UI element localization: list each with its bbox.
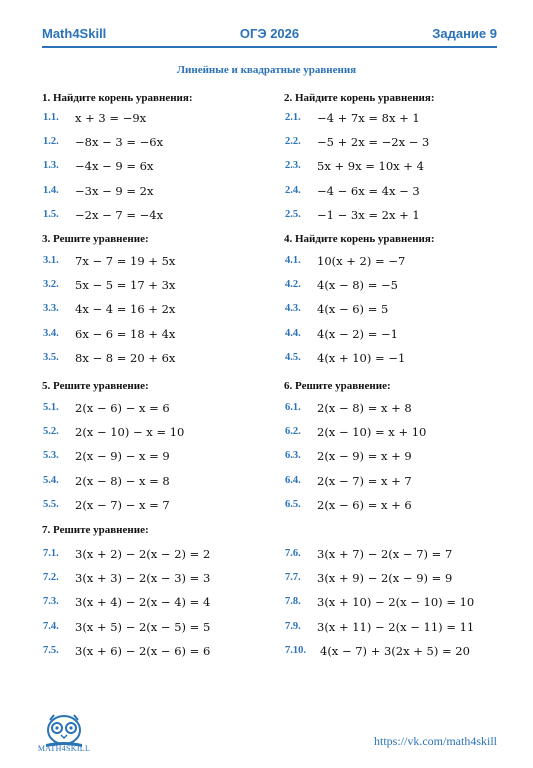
problem-item [42, 449, 282, 463]
equation: 6x − 6 = 18 + 4x [75, 326, 176, 341]
problem-item [284, 595, 524, 609]
equation: 3(x + 3) − 2(x − 3) = 3 [75, 571, 211, 586]
equation: −5 + 2x = −2x − 3 [317, 135, 430, 150]
equation: 3(x + 9) − 2(x − 9) = 9 [317, 571, 453, 586]
problem-item [284, 449, 524, 463]
equation: 10(x + 2) = −7 [317, 254, 406, 268]
problem-number: 2.5. [285, 208, 301, 220]
section-title: 2. Найдите корень уравнения: [284, 92, 435, 104]
exercise-section [42, 379, 282, 522]
problem-number: 4.1. [285, 255, 301, 266]
problem-number: 2.1. [285, 112, 301, 123]
problem-item [42, 595, 282, 609]
problem-item [284, 547, 524, 561]
equation: 2(x − 10) = x + 10 [317, 425, 427, 440]
problem-item [42, 302, 282, 316]
exercise-section [42, 523, 282, 668]
problem-number: 4.2. [285, 279, 301, 291]
page-subtitle: Линейные и квадратные уравнения [176, 64, 357, 76]
problem-item [284, 111, 524, 125]
header-divider [42, 46, 497, 48]
problem-number: 5.1. [43, 402, 59, 413]
problem-number: 7.1. [43, 548, 59, 559]
problem-number: 6.1. [285, 402, 301, 413]
equation: 2(x − 10) − x = 10 [75, 425, 185, 440]
equation: 7x − 7 = 19 + 5x [75, 254, 176, 268]
problem-item [284, 425, 524, 439]
equation: −3x − 9 = 2x [75, 183, 154, 198]
problem-item [42, 327, 282, 341]
problem-number: 7.10. [285, 644, 306, 656]
problem-number: 1.4. [43, 184, 59, 196]
equation: −1 − 3x = 2x + 1 [317, 207, 420, 222]
problem-number: 7.3. [43, 596, 59, 608]
section-title [284, 523, 524, 537]
exercise-section [284, 232, 524, 375]
problem-number: 3.5. [43, 351, 59, 363]
exercise-section [42, 232, 282, 375]
problem-item [42, 254, 282, 268]
equation: 4(x + 10) = −1 [317, 350, 406, 365]
problem-number: 4.3. [285, 303, 301, 315]
problem-number: 6.3. [285, 450, 301, 462]
equation: −4x − 9 = 6x [75, 159, 154, 174]
problem-item [284, 351, 524, 365]
problem-item [42, 401, 282, 415]
problem-number: 6.5. [285, 498, 301, 510]
equation: 2(x − 8) = x + 8 [317, 401, 412, 415]
problem-item [42, 159, 282, 173]
problem-number: 5.3. [43, 450, 59, 462]
problem-item [284, 474, 524, 488]
problem-item [42, 498, 282, 512]
problem-number: 3.2. [43, 279, 59, 291]
equation: 3(x + 10) − 2(x − 10) = 10 [317, 595, 475, 610]
equation: 2(x − 8) − x = 8 [75, 473, 170, 488]
problem-number: 5.2. [43, 426, 59, 438]
problem-item [284, 135, 524, 149]
equation: 8x − 8 = 20 + 6x [75, 350, 176, 365]
problem-item [42, 278, 282, 292]
task-label: Задание 9 [432, 26, 497, 41]
equation: 5x − 5 = 17 + 3x [75, 278, 176, 293]
section-title: 6. Решите уравнение: [284, 380, 391, 392]
problem-item [42, 208, 282, 222]
equation: −4 + 7x = 8x + 1 [317, 111, 420, 125]
problem-item [284, 401, 524, 415]
problem-item [284, 644, 524, 658]
problem-number: 6.2. [285, 426, 301, 438]
equation: 4(x − 8) = −5 [317, 278, 398, 293]
section-title: 7. Решите уравнение: [42, 524, 149, 536]
problem-item [42, 425, 282, 439]
problem-item [42, 111, 282, 125]
equation: −8x − 3 = −6x [75, 135, 164, 150]
page-header [42, 26, 497, 46]
vk-link[interactable]: https://vk.com/math4skill [374, 734, 497, 748]
problem-number: 3.4. [43, 327, 59, 339]
problem-item [42, 135, 282, 149]
problem-number: 6.4. [285, 474, 301, 486]
section-title: 3. Решите уравнение: [42, 233, 149, 245]
problem-number: 2.3. [285, 160, 301, 172]
brand-name: Math4Skill [42, 26, 107, 41]
problem-number: 7.4. [43, 620, 59, 632]
problem-item [42, 620, 282, 634]
problem-number: 7.6. [285, 548, 301, 559]
section-title: 4. Найдите корень уравнения: [284, 233, 435, 245]
problem-number: 4.5. [285, 351, 301, 363]
problem-number: 7.7. [285, 572, 301, 584]
problem-item [42, 571, 282, 585]
equation: 5x + 9x = 10x + 4 [317, 159, 424, 174]
problem-number: 4.4. [285, 327, 301, 339]
problem-item [284, 254, 524, 268]
problem-item [284, 278, 524, 292]
exercise-section [42, 91, 282, 232]
equation: 3(x + 5) − 2(x − 5) = 5 [75, 619, 211, 634]
problem-number: 1.1. [43, 112, 59, 123]
problem-number: 1.3. [43, 160, 59, 172]
problem-number: 5.5. [43, 498, 59, 510]
equation: 4x − 4 = 16 + 2x [75, 302, 176, 317]
problem-number: 7.2. [43, 572, 59, 584]
equation: 4(x − 7) + 3(2x + 5) = 20 [320, 643, 470, 658]
problem-item [42, 547, 282, 561]
equation: 2(x − 7) = x + 7 [317, 473, 412, 488]
problem-item [284, 159, 524, 173]
problem-number: 2.4. [285, 184, 301, 196]
problem-number: 2.2. [285, 136, 301, 148]
exercise-section [284, 379, 524, 522]
exercise-section [284, 91, 524, 232]
equation: x + 3 = −9x [75, 111, 147, 125]
equation: 2(x − 6) − x = 6 [75, 401, 170, 415]
section-title: 5. Решите уравнение: [42, 380, 149, 392]
equation: 3(x + 7) − 2(x − 7) = 7 [317, 547, 453, 561]
problem-item [284, 327, 524, 341]
equation: 2(x − 9) − x = 9 [75, 449, 170, 464]
problem-item [284, 302, 524, 316]
exercise-section [284, 523, 524, 668]
problem-number: 1.5. [43, 208, 59, 220]
problem-number: 7.9. [285, 620, 301, 632]
problem-item [42, 644, 282, 658]
problem-number: 5.4. [43, 474, 59, 486]
equation: 3(x + 4) − 2(x − 4) = 4 [75, 595, 211, 610]
problem-number: 3.3. [43, 303, 59, 315]
equation: 4(x − 6) = 5 [317, 302, 389, 317]
section-title: 1. Найдите корень уравнения: [42, 92, 193, 104]
problem-item [284, 620, 524, 634]
problem-number: 3.1. [43, 255, 59, 266]
problem-item [284, 571, 524, 585]
problem-item [42, 184, 282, 198]
problem-item [284, 208, 524, 222]
equation: −4 − 6x = 4x − 3 [317, 183, 420, 198]
equation: 3(x + 2) − 2(x − 2) = 2 [75, 547, 211, 561]
equation: 2(x − 9) = x + 9 [317, 449, 412, 464]
equation: 3(x + 6) − 2(x − 6) = 6 [75, 643, 211, 658]
exam-title: ОГЭ 2026 [239, 26, 300, 41]
problem-item [284, 498, 524, 512]
problem-item [284, 184, 524, 198]
problem-number: 1.2. [43, 136, 59, 148]
equation: 2(x − 7) − x = 7 [75, 497, 170, 512]
problem-item [42, 351, 282, 365]
equation: 2(x − 6) = x + 6 [317, 497, 412, 512]
problem-item [42, 474, 282, 488]
problem-number: 7.8. [285, 596, 301, 608]
equation: 3(x + 11) − 2(x − 11) = 11 [317, 619, 475, 634]
equation: −2x − 7 = −4x [75, 207, 164, 222]
equation: 4(x − 2) = −1 [317, 326, 398, 341]
logo-text: MATH4SKILL [37, 744, 91, 753]
problem-number: 7.5. [43, 644, 59, 656]
